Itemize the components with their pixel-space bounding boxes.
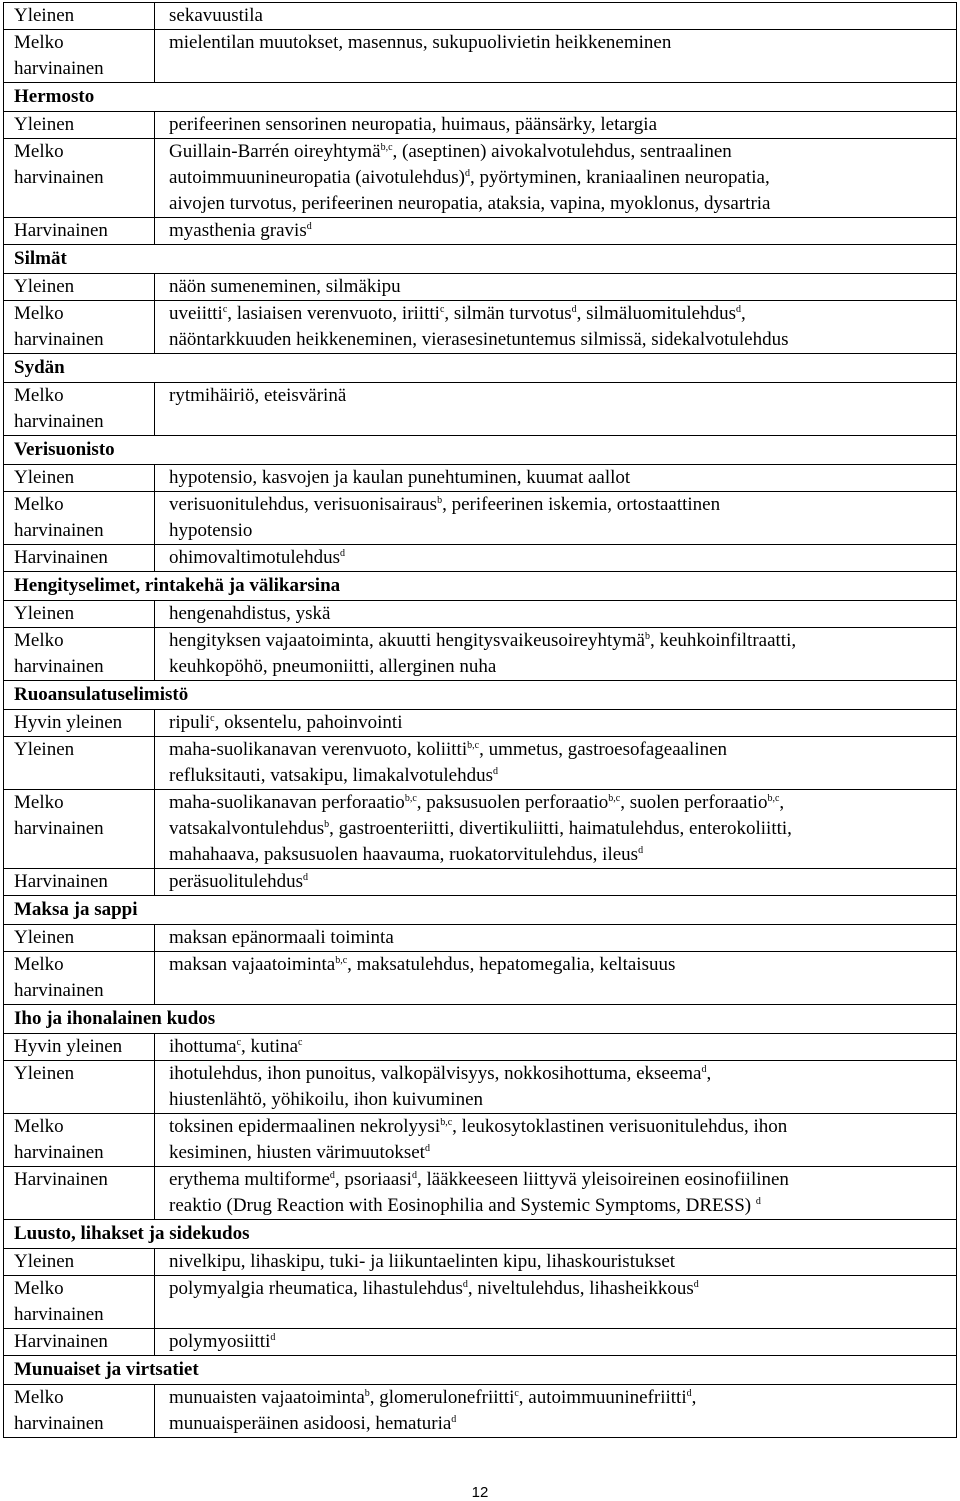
table-row bbox=[4, 952, 957, 1005]
section-title: Munuaiset ja virtsatiet bbox=[4, 1356, 957, 1385]
reaction-text: ripuli bbox=[169, 712, 211, 733]
footnote-marker: d bbox=[693, 1279, 699, 1290]
table-row bbox=[4, 601, 957, 628]
table-row bbox=[4, 628, 957, 681]
frequency-cell bbox=[4, 3, 155, 30]
frequency-label: harvinainen bbox=[14, 818, 104, 839]
frequency-label: Melko bbox=[14, 792, 64, 813]
page-number: 12 bbox=[471, 1484, 489, 1501]
section-title: Silmät bbox=[4, 245, 957, 274]
footnote-marker: d bbox=[462, 1279, 468, 1290]
footnote-marker: c bbox=[439, 304, 445, 315]
footnote-marker: d bbox=[493, 766, 498, 777]
frequency-cell bbox=[4, 1249, 155, 1276]
section-title: Maksa ja sappi bbox=[4, 896, 957, 925]
frequency-label: Harvinainen bbox=[14, 1169, 108, 1190]
section-title: Hermosto bbox=[4, 83, 957, 112]
frequency-label: Melko bbox=[14, 630, 64, 651]
reaction-cell bbox=[155, 869, 957, 896]
section-title: Ruoansulatuselimistö bbox=[4, 681, 957, 710]
footnote-marker: d bbox=[303, 872, 309, 883]
frequency-label: Melko bbox=[14, 385, 64, 406]
reaction-line bbox=[169, 1114, 956, 1140]
frequency-cell bbox=[4, 737, 155, 790]
reaction-text: , bbox=[691, 1387, 697, 1408]
footnote-marker: d bbox=[451, 1414, 457, 1425]
frequency-cell bbox=[4, 710, 155, 737]
reaction-text: mahahaava, paksusuolen haavauma, ruokatorvitulehdus, ileus bbox=[169, 844, 639, 865]
table-row bbox=[4, 30, 957, 83]
frequency-cell bbox=[4, 545, 155, 572]
footnote-marker: b bbox=[324, 819, 330, 830]
section-header-row bbox=[4, 1356, 957, 1385]
frequency-cell bbox=[4, 112, 155, 139]
reaction-text: , pyörtyminen, kraniaalinen neuropatia, bbox=[470, 167, 770, 188]
reaction-line bbox=[169, 383, 956, 409]
reaction-cell bbox=[155, 1034, 957, 1061]
reaction-text: ihottuma bbox=[169, 1036, 237, 1057]
footnote-marker: d bbox=[411, 1170, 417, 1181]
reaction-text: perifeerinen sensorinen neuropatia, huimaus, päänsärky, letargia bbox=[169, 114, 658, 135]
table-row bbox=[4, 3, 957, 30]
reaction-text: refluksitauti, vatsakipu, limakalvotulehdus bbox=[169, 765, 493, 786]
frequency-cell bbox=[4, 383, 155, 436]
footnote-marker: b bbox=[437, 495, 443, 506]
reaction-line bbox=[169, 274, 956, 300]
footnote-marker: d bbox=[638, 845, 644, 856]
reaction-line bbox=[169, 1087, 956, 1113]
reaction-line bbox=[169, 601, 956, 627]
footnote-marker: b bbox=[644, 631, 650, 642]
reaction-text: polymyosiitti bbox=[169, 1331, 271, 1352]
frequency-label: Hyvin yleinen bbox=[14, 712, 123, 733]
frequency-cell bbox=[4, 492, 155, 545]
frequency-label: harvinainen bbox=[14, 1413, 104, 1434]
footnote-marker: d bbox=[270, 1332, 276, 1343]
footnote-marker: d bbox=[701, 1064, 707, 1075]
reaction-line bbox=[169, 492, 956, 518]
table-body bbox=[4, 3, 957, 1438]
section-header-row bbox=[4, 681, 957, 710]
frequency-cell bbox=[4, 952, 155, 1005]
reaction-text: verisuonitulehdus, verisuonisairaus bbox=[169, 494, 438, 515]
frequency-label: Melko bbox=[14, 1278, 64, 1299]
reaction-cell bbox=[155, 710, 957, 737]
table-row bbox=[4, 1385, 957, 1438]
reaction-line bbox=[169, 654, 956, 680]
frequency-label: harvinainen bbox=[14, 656, 104, 677]
footnote-marker: b,c bbox=[404, 793, 417, 804]
reaction-text: hiustenlähtö, yöhikoilu, ihon kuivuminen bbox=[169, 1089, 484, 1110]
reaction-text: hengenahdistus, yskä bbox=[169, 603, 331, 624]
reaction-text: rytmihäiriö, eteisvärinä bbox=[169, 385, 347, 406]
frequency-cell bbox=[4, 1034, 155, 1061]
frequency-label: Melko bbox=[14, 1116, 64, 1137]
table-row bbox=[4, 301, 957, 354]
footnote-marker: d bbox=[465, 168, 471, 179]
frequency-label: harvinainen bbox=[14, 58, 104, 79]
footnote-marker: d bbox=[686, 1388, 692, 1399]
reaction-cell bbox=[155, 218, 957, 245]
reaction-cell bbox=[155, 492, 957, 545]
reaction-cell bbox=[155, 1249, 957, 1276]
section-header-row bbox=[4, 436, 957, 465]
reaction-text: , bbox=[779, 792, 785, 813]
reaction-cell bbox=[155, 112, 957, 139]
reaction-cell bbox=[155, 139, 957, 218]
frequency-label: harvinainen bbox=[14, 980, 104, 1001]
reaction-line bbox=[169, 869, 956, 895]
table-row bbox=[4, 737, 957, 790]
frequency-cell bbox=[4, 1385, 155, 1438]
reaction-cell bbox=[155, 1385, 957, 1438]
reaction-text: maksan epänormaali toiminta bbox=[169, 927, 394, 948]
table-row bbox=[4, 218, 957, 245]
frequency-cell bbox=[4, 1276, 155, 1329]
reaction-line bbox=[169, 139, 956, 165]
footnote-marker: d bbox=[329, 1170, 335, 1181]
reaction-text: polymyalgia rheumatica, lihastulehdus bbox=[169, 1278, 463, 1299]
reaction-text: , lasiaisen verenvuoto, iriitti bbox=[227, 303, 440, 324]
section-header-row bbox=[4, 572, 957, 601]
reaction-line bbox=[169, 1140, 956, 1166]
reaction-text: erythema multiforme bbox=[169, 1169, 330, 1190]
section-header-row bbox=[4, 245, 957, 274]
reaction-cell bbox=[155, 1329, 957, 1356]
footnote-marker: d bbox=[306, 221, 312, 232]
reaction-line bbox=[169, 191, 956, 217]
frequency-label: Harvinainen bbox=[14, 220, 108, 241]
reaction-text: mielentilan muutokset, masennus, sukupuolivietin heikkeneminen bbox=[169, 32, 672, 53]
footnote-marker: d bbox=[571, 304, 577, 315]
reaction-cell bbox=[155, 601, 957, 628]
frequency-label: harvinainen bbox=[14, 167, 104, 188]
table-row bbox=[4, 925, 957, 952]
table-row bbox=[4, 139, 957, 218]
frequency-cell bbox=[4, 218, 155, 245]
table-row bbox=[4, 1061, 957, 1114]
frequency-label: harvinainen bbox=[14, 329, 104, 350]
reaction-line bbox=[169, 816, 956, 842]
reaction-line bbox=[169, 545, 956, 571]
reaction-cell bbox=[155, 1061, 957, 1114]
reaction-line bbox=[169, 165, 956, 191]
frequency-label: Melko bbox=[14, 494, 64, 515]
frequency-label: Harvinainen bbox=[14, 1331, 108, 1352]
frequency-cell bbox=[4, 1061, 155, 1114]
frequency-label: Melko bbox=[14, 1387, 64, 1408]
reaction-line bbox=[169, 1411, 956, 1437]
section-header-row bbox=[4, 896, 957, 925]
reaction-text: , perifeerinen iskemia, ortostaattinen bbox=[442, 494, 721, 515]
frequency-cell bbox=[4, 139, 155, 218]
reaction-line bbox=[169, 1249, 956, 1275]
section-title: Luusto, lihakset ja sidekudos bbox=[4, 1220, 957, 1249]
reaction-line bbox=[169, 1061, 956, 1087]
frequency-cell bbox=[4, 1329, 155, 1356]
section-header-row bbox=[4, 1005, 957, 1034]
table-row bbox=[4, 492, 957, 545]
reaction-line bbox=[169, 327, 956, 353]
reaction-line bbox=[169, 1034, 956, 1060]
reaction-line bbox=[169, 737, 956, 763]
table-row bbox=[4, 383, 957, 436]
reaction-text: reaktio (Drug Reaction with Eosinophilia and Systemic Symptoms, DRESS) bbox=[169, 1195, 756, 1216]
reaction-text: , lääkkeeseen liittyvä yleisoireinen eosinofiilinen bbox=[416, 1169, 789, 1190]
reaction-line bbox=[169, 1276, 956, 1302]
frequency-label: Yleinen bbox=[14, 1063, 75, 1084]
reaction-line bbox=[169, 1385, 956, 1411]
reaction-line bbox=[169, 710, 956, 736]
frequency-cell bbox=[4, 301, 155, 354]
footnote-marker: b,c bbox=[767, 793, 780, 804]
section-title: Sydän bbox=[4, 354, 957, 383]
reaction-text: , oksentelu, pahoinvointi bbox=[214, 712, 403, 733]
reaction-text: hypotensio, kasvojen ja kaulan punehtuminen, kuumat aallot bbox=[169, 467, 631, 488]
footnote-marker: b bbox=[364, 1388, 370, 1399]
reaction-text: näön sumeneminen, silmäkipu bbox=[169, 276, 401, 297]
frequency-label: Melko bbox=[14, 32, 64, 53]
reaction-cell bbox=[155, 790, 957, 869]
frequency-cell bbox=[4, 274, 155, 301]
reaction-cell bbox=[155, 1114, 957, 1167]
footnote-marker: b,c bbox=[380, 142, 393, 153]
table-row bbox=[4, 112, 957, 139]
frequency-cell bbox=[4, 30, 155, 83]
footnote-marker: b,c bbox=[467, 740, 480, 751]
reaction-text: myasthenia gravis bbox=[169, 220, 307, 241]
reaction-text: kesiminen, hiusten värimuutokset bbox=[169, 1142, 425, 1163]
section-title: Verisuonisto bbox=[4, 436, 957, 465]
reaction-text: , leukosytoklastinen verisuonitulehdus, ihon bbox=[452, 1116, 788, 1137]
reaction-text: uveiitti bbox=[169, 303, 223, 324]
frequency-label: Yleinen bbox=[14, 927, 75, 948]
frequency-label: Yleinen bbox=[14, 1251, 75, 1272]
reaction-text: , ummetus, gastroesofageaalinen bbox=[479, 739, 728, 760]
frequency-label: Yleinen bbox=[14, 5, 75, 26]
frequency-label: Hyvin yleinen bbox=[14, 1036, 123, 1057]
frequency-cell bbox=[4, 869, 155, 896]
reaction-line bbox=[169, 112, 956, 138]
reaction-text: , silmän turvotus bbox=[444, 303, 572, 324]
reaction-cell bbox=[155, 925, 957, 952]
reaction-text: nivelkipu, lihaskipu, tuki- ja liikuntaelinten kipu, lihaskouristukset bbox=[169, 1251, 676, 1272]
reaction-text: , silmäluomitulehdus bbox=[576, 303, 736, 324]
reaction-text: hengityksen vajaatoiminta, akuutti hengitysvaikeusoireyhtymä bbox=[169, 630, 645, 651]
reaction-line bbox=[169, 952, 956, 978]
footnote-marker: d bbox=[755, 1196, 761, 1207]
frequency-label: Yleinen bbox=[14, 603, 75, 624]
footnote-marker: d bbox=[424, 1143, 430, 1154]
frequency-label: Yleinen bbox=[14, 467, 75, 488]
frequency-label: harvinainen bbox=[14, 1142, 104, 1163]
reaction-text: Guillain-Barrén oireyhtymä bbox=[169, 141, 381, 162]
reaction-text: aivojen turvotus, perifeerinen neuropatia, ataksia, vapina, myoklonus, dysartria bbox=[169, 193, 771, 214]
reaction-text: maha-suolikanavan verenvuoto, koliitti bbox=[169, 739, 468, 760]
reaction-text: peräsuolitulehdus bbox=[169, 871, 304, 892]
section-title: Iho ja ihonalainen kudos bbox=[4, 1005, 957, 1034]
section-header-row bbox=[4, 83, 957, 112]
reaction-text: autoimmuunineuropatia (aivotulehdus) bbox=[169, 167, 466, 188]
reaction-line bbox=[169, 518, 956, 544]
reaction-text: keuhkopöhö, pneumoniitti, allerginen nuha bbox=[169, 656, 497, 677]
frequency-label: Melko bbox=[14, 141, 64, 162]
reaction-text: , kutina bbox=[241, 1036, 299, 1057]
reaction-cell bbox=[155, 1276, 957, 1329]
frequency-cell bbox=[4, 601, 155, 628]
reaction-line bbox=[169, 1167, 956, 1193]
adverse-reactions-table bbox=[3, 2, 957, 1438]
reaction-line bbox=[169, 3, 956, 29]
table-row bbox=[4, 1034, 957, 1061]
reaction-text: , glomerulonefriitti bbox=[369, 1387, 515, 1408]
table-row bbox=[4, 1276, 957, 1329]
frequency-label: harvinainen bbox=[14, 411, 104, 432]
frequency-label: Melko bbox=[14, 303, 64, 324]
reaction-line bbox=[169, 790, 956, 816]
reaction-line bbox=[169, 925, 956, 951]
footnote-marker: c bbox=[210, 713, 215, 724]
reaction-text: vatsakalvontulehdus bbox=[169, 818, 325, 839]
frequency-cell bbox=[4, 1114, 155, 1167]
footnote-marker: c bbox=[298, 1037, 303, 1048]
reaction-cell bbox=[155, 1167, 957, 1220]
reaction-line bbox=[169, 628, 956, 654]
reaction-line bbox=[169, 218, 956, 244]
table-row bbox=[4, 869, 957, 896]
reaction-text: munuaisperäinen asidoosi, hematuria bbox=[169, 1413, 452, 1434]
table-row bbox=[4, 710, 957, 737]
table-row bbox=[4, 1167, 957, 1220]
frequency-label: harvinainen bbox=[14, 520, 104, 541]
table-row bbox=[4, 790, 957, 869]
reaction-cell bbox=[155, 628, 957, 681]
reaction-text: , keuhkoinfiltraatti, bbox=[649, 630, 797, 651]
reaction-cell bbox=[155, 952, 957, 1005]
table-row bbox=[4, 545, 957, 572]
reaction-cell bbox=[155, 30, 957, 83]
reaction-line bbox=[169, 1329, 956, 1355]
reaction-text: hypotensio bbox=[169, 520, 253, 541]
reaction-text: sekavuustila bbox=[169, 5, 263, 26]
reaction-text: maha-suolikanavan perforaatio bbox=[169, 792, 405, 813]
reaction-line bbox=[169, 301, 956, 327]
frequency-label: Yleinen bbox=[14, 114, 75, 135]
frequency-cell bbox=[4, 628, 155, 681]
reaction-line bbox=[169, 465, 956, 491]
frequency-label: harvinainen bbox=[14, 1304, 104, 1325]
reaction-cell bbox=[155, 3, 957, 30]
frequency-label: Harvinainen bbox=[14, 547, 108, 568]
reaction-text: , bbox=[740, 303, 746, 324]
frequency-label: Melko bbox=[14, 954, 64, 975]
reaction-text: , autoimmuuninefriitti bbox=[518, 1387, 687, 1408]
reaction-text: maksan vajaatoiminta bbox=[169, 954, 336, 975]
table-row bbox=[4, 1249, 957, 1276]
reaction-text: , maksatulehdus, hepatomegalia, keltaisuus bbox=[347, 954, 676, 975]
reaction-text: , paksusuolen perforaatio bbox=[416, 792, 609, 813]
section-title: Hengityselimet, rintakehä ja välikarsina bbox=[4, 572, 957, 601]
footnote-marker: b,c bbox=[440, 1117, 453, 1128]
reaction-text: , suolen perforaatio bbox=[620, 792, 768, 813]
table-row bbox=[4, 1329, 957, 1356]
reaction-text: munuaisten vajaatoiminta bbox=[169, 1387, 365, 1408]
reaction-text: ohimovaltimotulehdus bbox=[169, 547, 340, 568]
reaction-cell bbox=[155, 737, 957, 790]
footnote-marker: c bbox=[236, 1037, 242, 1048]
footnote-marker: d bbox=[735, 304, 741, 315]
reaction-text: toksinen epidermaalinen nekrolyysi bbox=[169, 1116, 441, 1137]
reaction-cell bbox=[155, 274, 957, 301]
reaction-cell bbox=[155, 465, 957, 492]
frequency-cell bbox=[4, 1167, 155, 1220]
section-header-row bbox=[4, 354, 957, 383]
reaction-line bbox=[169, 1193, 956, 1219]
section-header-row bbox=[4, 1220, 957, 1249]
reaction-line bbox=[169, 30, 956, 56]
frequency-label: Yleinen bbox=[14, 739, 75, 760]
table-row bbox=[4, 274, 957, 301]
footnote-marker: b,c bbox=[335, 955, 348, 966]
frequency-cell bbox=[4, 465, 155, 492]
reaction-cell bbox=[155, 383, 957, 436]
reaction-text: ihotulehdus, ihon punoitus, valkopälvisyys, nokkosihottuma, ekseema bbox=[169, 1063, 702, 1084]
footnote-marker: c bbox=[514, 1388, 519, 1399]
table-row bbox=[4, 465, 957, 492]
reaction-text: , bbox=[706, 1063, 712, 1084]
reaction-text: , (aseptinen) aivokalvotulehdus, sentraalinen bbox=[392, 141, 732, 162]
footnote-marker: b,c bbox=[608, 793, 621, 804]
reaction-cell bbox=[155, 301, 957, 354]
reaction-text: , niveltulehdus, lihasheikkous bbox=[467, 1278, 694, 1299]
frequency-label: Yleinen bbox=[14, 276, 75, 297]
footnote-marker: d bbox=[340, 548, 345, 559]
reaction-text: , psoriaasi bbox=[334, 1169, 412, 1190]
reaction-cell bbox=[155, 545, 957, 572]
table-row bbox=[4, 1114, 957, 1167]
reaction-text: , gastroenteriitti, divertikuliitti, haimatulehdus, enterokoliitti, bbox=[329, 818, 792, 839]
reaction-line bbox=[169, 842, 956, 868]
frequency-cell bbox=[4, 925, 155, 952]
frequency-cell bbox=[4, 790, 155, 869]
reaction-text: näöntarkkuuden heikkeneminen, vierasesinetuntemus silmissä, sidekalvotulehdus bbox=[169, 329, 789, 350]
footnote-marker: c bbox=[222, 304, 228, 315]
frequency-label: Harvinainen bbox=[14, 871, 108, 892]
reaction-line bbox=[169, 763, 956, 789]
